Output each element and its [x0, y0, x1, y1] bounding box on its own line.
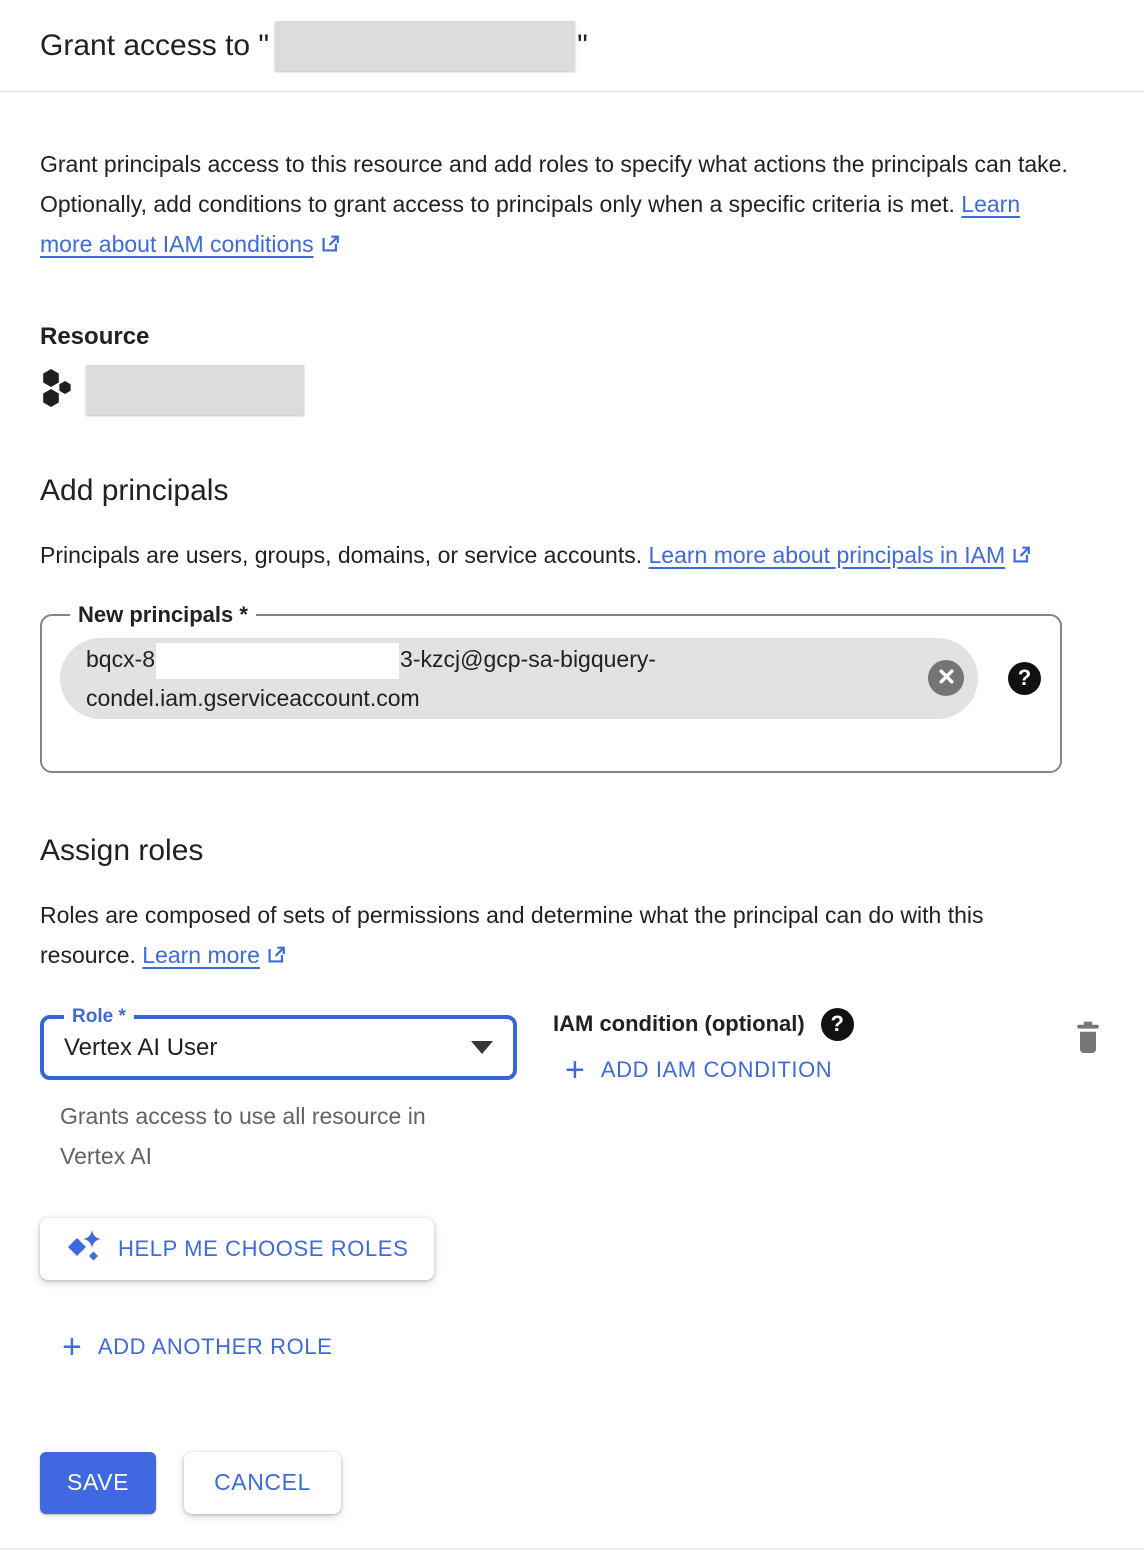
- roles-paragraph: [40, 895, 1040, 978]
- principals-paragraph: [40, 535, 1092, 578]
- external-link-icon: [1010, 545, 1032, 571]
- dialog-title: [40, 21, 588, 71]
- principals-iam-link[interactable]: Learn more about principals in IAM: [648, 542, 1006, 568]
- resource-icon: [40, 366, 76, 415]
- cancel-button[interactable]: CANCEL: [184, 1452, 341, 1514]
- redacted-resource-name: [275, 21, 575, 71]
- dialog-title-closing-quote: ": [577, 28, 588, 62]
- role-helper-text: Grants access to use all resource in Vertex AI: [60, 1102, 426, 1169]
- add-another-role-label: ADD ANOTHER ROLE: [97, 1333, 333, 1359]
- principals-text: Principals are users, groups, domains, or service accounts.: [40, 542, 649, 568]
- new-principals-label: New principals *: [78, 602, 248, 627]
- role-label: Role *: [72, 1005, 126, 1027]
- role-assignment-row: [40, 1006, 1104, 1176]
- role-dropdown[interactable]: [62, 1028, 501, 1066]
- add-another-role-button[interactable]: [62, 1327, 333, 1366]
- role-column: [40, 1006, 517, 1176]
- iam-condition-label: IAM condition (optional): [553, 1011, 805, 1037]
- external-link-icon: [319, 234, 341, 260]
- dialog-actions: [40, 1452, 1104, 1514]
- plus-icon: +: [62, 1327, 82, 1366]
- add-principals-heading: Add principals: [40, 474, 229, 507]
- iam-conditions-link[interactable]: Learn more about IAM conditions: [40, 191, 1021, 257]
- redacted-resource-value: [86, 365, 304, 415]
- sparkle-icon: [66, 1229, 104, 1268]
- help-me-choose-roles-button[interactable]: [40, 1218, 434, 1280]
- help-me-choose-roles-label: HELP ME CHOOSE ROLES: [118, 1235, 409, 1261]
- iam-condition-column: [553, 1006, 854, 1089]
- plus-icon: +: [565, 1050, 585, 1089]
- delete-role-button[interactable]: [1072, 1020, 1104, 1057]
- principal-email-mid: 3-kzcj@gcp-sa-bigquery-: [400, 646, 657, 672]
- principal-email-start: bqcx-8: [86, 646, 156, 672]
- principal-chip-text: [86, 640, 656, 717]
- intro-text: Grant principals access to this resource and add roles to specify what actions the principals can take. Optionally, add conditions to grant access to principals only when a specific criteria is met.: [40, 151, 1068, 217]
- role-selected-value: Vertex AI User: [64, 1033, 218, 1061]
- chevron-down-icon: [471, 1041, 493, 1054]
- new-principals-row: [60, 638, 1042, 719]
- resource-heading: Resource: [40, 323, 150, 350]
- dialog-header: [0, 0, 1144, 92]
- add-iam-condition-label: ADD IAM CONDITION: [600, 1056, 833, 1082]
- roles-learn-more-link[interactable]: Learn more: [142, 941, 260, 968]
- principal-email-domain: condel.iam.gserviceaccount.com: [86, 684, 420, 711]
- trash-icon: [1074, 1042, 1102, 1057]
- add-iam-condition-button[interactable]: [565, 1050, 833, 1089]
- roles-text: Roles are composed of sets of permissions and determine what the principal can do with this resource.: [40, 901, 984, 968]
- resource-row: [40, 365, 1104, 415]
- redacted-principal-id: [156, 643, 399, 679]
- external-link-icon: [265, 945, 287, 971]
- close-icon: [938, 668, 955, 688]
- new-principals-fieldset[interactable]: [40, 602, 1062, 773]
- assign-roles-heading: Assign roles: [40, 833, 204, 867]
- principal-help-icon[interactable]: ?: [1008, 662, 1041, 695]
- principal-chip: [60, 638, 978, 719]
- remove-principal-button[interactable]: [928, 660, 964, 696]
- iam-condition-help-icon[interactable]: ?: [821, 1008, 854, 1041]
- dialog-title-text: Grant access to ": [40, 28, 270, 62]
- save-button[interactable]: SAVE: [40, 1452, 156, 1514]
- role-fieldset: [40, 1006, 517, 1080]
- intro-paragraph: [40, 144, 1070, 267]
